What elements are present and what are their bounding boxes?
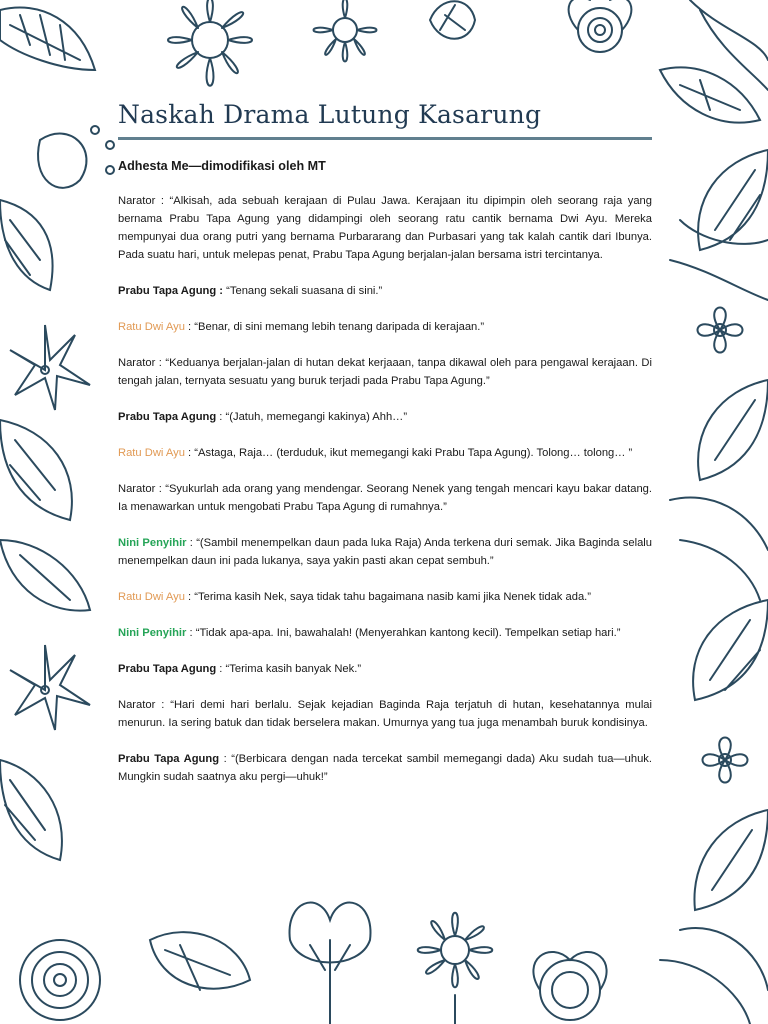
dialogue-text: “Astaga, Raja… (terduduk, ikut memegangi kaki Prabu Tapa Agung). Tolong… tolong… ”	[194, 447, 633, 459]
document-page	[118, 98, 652, 797]
speaker-label: Ratu Dwi Ayu	[118, 591, 185, 603]
speaker-label: Narator	[118, 699, 156, 711]
speaker-label: Prabu Tapa Agung	[118, 753, 220, 765]
dialogue-text: “Alkisah, ada sebuah kerajaan di Pulau Jawa. Kerajaan itu dipimpin oleh seorang raja yang bernama Prabu Tapa Agung yang didampingi oleh seorang ratu cantik bernama Dwi Ayu. Mereka mempunyai dua orang putri yang bernama Purbararang dan Purbasari yang tak kalah cantik dari Ibunya. Pada suatu hari, untuk melepas penat, Prabu Tapa Agung berjalan-jalan bersama istri tercintanya.	[118, 195, 652, 261]
dialogue-text: “(Sambil menempelkan daun pada luka Raja) Anda terkena duri semak. Jika Baginda selalu menempelkan daun ini pada lukanya, saya yakin pasti akan cepat sembuh.”	[118, 537, 652, 567]
speaker-label: Ratu Dwi Ayu	[118, 321, 185, 333]
dialogue-paragraph: Prabu Tapa Agung : “(Jatuh, memegangi kakinya) Ahh…”	[118, 411, 408, 423]
speaker-label: Narator	[118, 195, 156, 207]
dialogue-text: “Syukurlah ada orang yang mendengar. Seorang Nenek yang tengah mencari kayu bakar datang. Ia menawarkan untuk mengobati Prabu Tapa Agung di rumahnya.”	[118, 483, 653, 513]
dialogue-paragraph	[118, 282, 652, 300]
document-title: Naskah Drama Lutung Kasarung	[118, 100, 542, 129]
dialogue-paragraph: Ratu Dwi Ayu : “Terima kasih Nek, saya tidak tahu bagaimana nasib kami jika Nenek tidak ada.”	[118, 591, 592, 603]
dialogue-text: “Tidak apa-apa. Ini, bawahalah! (Menyerahkan kantong kecil). Tempelkan setiap hari.”	[195, 627, 621, 639]
speaker-label: Nini Penyihir	[118, 537, 187, 549]
dialogue-paragraph: Narator : “Keduanya berjalan-jalan di hutan dekat kerjaaan, tanpa dikawal oleh para pengawal kerajaan. Di tengah jalan, ternyata sesuatu yang buruk terjadi pada Prabu Tapa Agung.”	[118, 357, 652, 387]
dialogue-paragraph: Prabu Tapa Agung : “(Berbicara dengan nada tercekat sambil memegangi dada) Aku sudah tua—uhuk. Mungkin sudah saatnya aku pergi—uhuk!”	[118, 753, 652, 783]
dialogue-text: “Terima kasih banyak Nek.”	[225, 663, 362, 675]
dialogue-paragraph: Prabu Tapa Agung : “Terima kasih banyak Nek.”	[118, 663, 362, 675]
speaker-label: Prabu Tapa Agung :	[118, 285, 224, 297]
speaker-label: Prabu Tapa Agung	[118, 411, 217, 423]
speaker-label: Nini Penyihir	[118, 627, 187, 639]
dialogue-text: “Keduanya berjalan-jalan di hutan dekat kerjaaan, tanpa dikawal oleh para pengawal kerajaan. Di tengah jalan, ternyata sesuatu yang buruk terjadi pada Prabu Tapa Agung.”	[118, 357, 652, 387]
dialogue-paragraph: Narator : “Syukurlah ada orang yang mendengar. Seorang Nenek yang tengah mencari kayu bakar datang. Ia menawarkan untuk mengobati Prabu Tapa Agung di rumahnya.”	[118, 483, 653, 513]
dialogue-text: “Terima kasih Nek, saya tidak tahu bagaimana nasib kami jika Nenek tidak ada.”	[194, 591, 592, 603]
speaker-label: Narator	[118, 357, 156, 369]
speaker-label: Prabu Tapa Agung	[118, 663, 217, 675]
title-divider	[118, 137, 652, 140]
dialogue-text: “Hari demi hari berlalu. Sejak kejadian Baginda Raja terjatuh di hutan, kesehatannya mulai menurun. Ia sering batuk dan tidak berselera makan. Umurnya yang tua juga menambah buruk kondisinya.	[118, 699, 653, 729]
dialogue-paragraph: Nini Penyihir : “Tidak apa-apa. Ini, bawahalah! (Menyerahkan kantong kecil). Tempelkan setiap hari.”	[118, 627, 621, 639]
dialogue-paragraph: Narator : “Hari demi hari berlalu. Sejak kejadian Baginda Raja terjatuh di hutan, kesehatannya mulai menurun. Ia sering batuk dan tidak berselera makan. Umurnya yang tua juga menambah buruk kondisinya.	[118, 699, 653, 729]
dialogue-text: “(Jatuh, memegangi kakinya) Ahh…”	[225, 411, 408, 423]
speaker-label: Narator	[118, 483, 156, 495]
dialogue-paragraph: Ratu Dwi Ayu : “Benar, di sini memang lebih tenang daripada di kerajaan.”	[118, 321, 485, 333]
dialogue-paragraph: Narator : “Alkisah, ada sebuah kerajaan di Pulau Jawa. Kerajaan itu dipimpin oleh seorang raja yang bernama Prabu Tapa Agung yang didampingi oleh seorang ratu cantik bernama Dwi Ayu. Mereka mempunyai dua orang putri yang bernama Purbararang dan Purbasari yang tak kalah cantik dari Ibunya. Pada suatu hari, untuk melepas penat, Prabu Tapa Agung berjalan-jalan bersama istri tercintanya.	[118, 195, 652, 261]
dialogue-text: “Benar, di sini memang lebih tenang daripada di kerajaan.”	[194, 321, 485, 333]
dialogue-text: “(Berbicara dengan nada tercekat sambil memegangi dada) Aku sudah tua—uhuk. Mungkin sudah saatnya aku pergi—uhuk!”	[118, 753, 652, 783]
dialogue-paragraph: Nini Penyihir : “(Sambil menempelkan daun pada luka Raja) Anda terkena duri semak. Jika Baginda selalu menempelkan daun ini pada lukanya, saya yakin pasti akan cepat sembuh.”	[118, 537, 652, 567]
document-subtitle: Adhesta Me—dimodifikasi oleh MT	[118, 159, 326, 173]
dialogue-text: “Tenang sekali suasana di sini.”	[226, 285, 383, 297]
dialogue-paragraph: Ratu Dwi Ayu : “Astaga, Raja… (terduduk, ikut memegangi kaki Prabu Tapa Agung). Tolong… tolong… ”	[118, 447, 633, 459]
speaker-label: Ratu Dwi Ayu	[118, 447, 185, 459]
